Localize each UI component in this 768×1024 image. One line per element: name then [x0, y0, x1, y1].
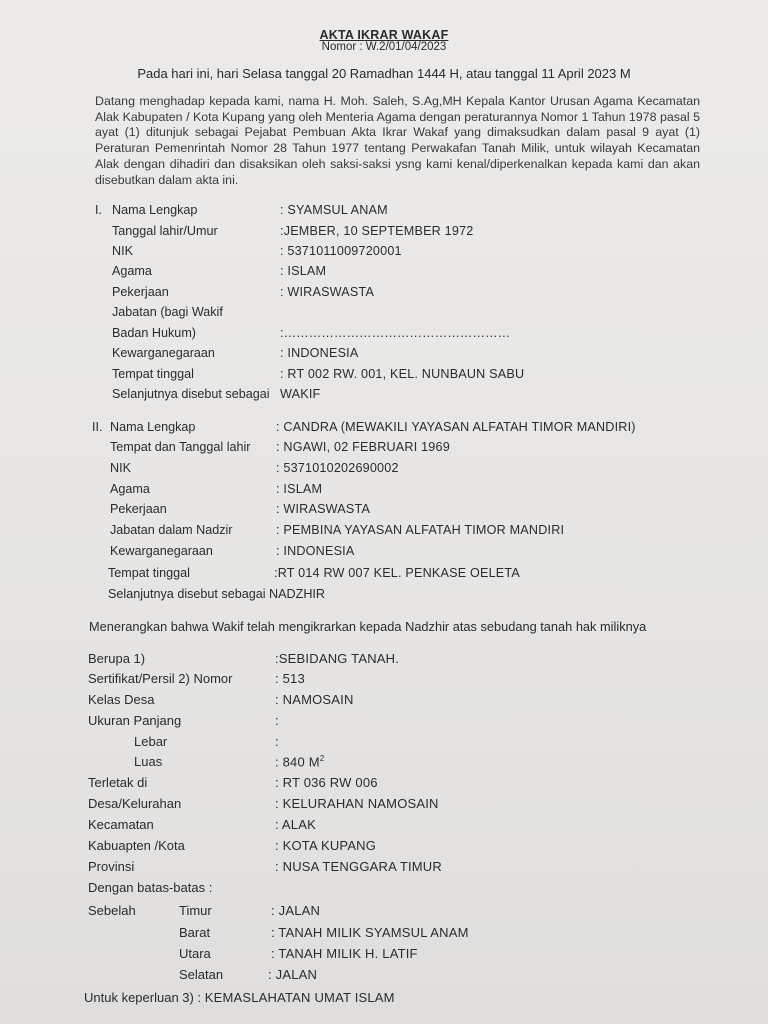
field-value: : NAMOSAIN	[275, 692, 354, 707]
field-value: : ISLAM	[280, 264, 327, 278]
field-label: Jabatan (bagi Wakif	[112, 305, 223, 319]
keperluan-line	[84, 990, 395, 1005]
field-value: : KOTA KUPANG	[275, 838, 377, 853]
field-value: : SYAMSUL ANAM	[280, 203, 388, 217]
field-value: :………………………………………………	[280, 326, 511, 340]
field-label: Kewarganegaraan	[112, 346, 215, 360]
field-value: KEMASLAHATAN UMAT ISLAM	[204, 990, 395, 1005]
field-label: Selanjutnya disebut sebagai	[112, 387, 270, 401]
field-label: Agama	[110, 482, 150, 496]
field-value: : INDONESIA	[276, 544, 355, 558]
field-label: Selatan	[179, 967, 224, 982]
field-label: Agama	[112, 264, 152, 278]
field-value: : 840 M	[275, 754, 320, 770]
field-label: Barat	[179, 925, 211, 940]
field-value: : WIRASWASTA	[276, 502, 371, 516]
intro-paragraph: Datang menghadap kepada kami, nama H. Moh. Saleh, S.Ag,MH Kepala Kantor Urusan Agama Kecamatan Alak Kabupaten / Kota Kupang yang oleh Menteria Agama dengan peraturannya Nomor 1 Tahun 1978 pasal 5 ayat (1) ditunjuk sebagai Pejabat Pembuan Akta Ikrar Wakaf yang dimaksudkan dalam pasal 9 ayat (1) Peraturan Pemenrintah Nomor 28 Tahun 1977 tentang Perwakafan Tanah Milik, untuk wilayah Kecamatan Alak dengan dihadiri dan disaksikan oleh saksi-saksi ysng kami kenal/diperkenalkan kepada kami dan akan disebutkan dalam akta ini.	[95, 94, 700, 187]
field-label: Provinsi	[88, 859, 135, 874]
field-label: Jabatan dalam Nadzir	[110, 523, 233, 537]
field-label: Sertifikat/Persil 2) Nomor	[88, 671, 233, 686]
field-label: Lebar	[134, 734, 168, 749]
field-value: : ALAK	[275, 817, 316, 832]
field-value: : JALAN	[271, 903, 321, 918]
field-label: Pekerjaan	[112, 285, 169, 299]
field-value: : RT 002 RW. 001, KEL. NUNBAUN SABU	[280, 367, 525, 381]
field-label: Nama Lengkap	[112, 203, 198, 217]
field-value: :RT 014 RW 007 KEL. PENKASE OELETA	[274, 566, 520, 580]
field-value: : TANAH MILIK H. LATIF	[271, 946, 418, 961]
field-label: Kabuapten /Kota	[88, 838, 185, 853]
field-value: : INDONESIA	[280, 346, 359, 360]
field-value: WAKIF	[280, 387, 321, 401]
field-label: NIK	[112, 244, 133, 258]
field-label: Untuk keperluan 3) :	[84, 990, 202, 1005]
field-value: : NUSA TENGGARA TIMUR	[275, 859, 442, 874]
field-label: Nama Lengkap	[110, 420, 196, 434]
field-value: : JALAN	[268, 967, 318, 982]
field-value: : 5371011009720001	[280, 244, 402, 258]
field-value: : RT 036 RW 006	[275, 775, 378, 790]
field-label: Luas	[134, 754, 163, 769]
closing-text: Selanjutnya disebut sebagai NADZHIR	[108, 587, 326, 601]
field-label: Pekerjaan	[110, 502, 167, 516]
statement-line: Menerangkan bahwa Wakif telah mengikrarkan kepada Nadzhir atas sebudang tanah hak miliknya	[89, 619, 647, 634]
field-value: : ISLAM	[276, 482, 323, 496]
field-value: : 513	[275, 671, 305, 686]
field-label: Tempat tinggal	[112, 367, 194, 381]
field-label: Badan Hukum)	[112, 326, 196, 340]
document-title: AKTA IKRAR WAKAF	[319, 28, 449, 42]
field-label: Timur	[179, 903, 212, 918]
section-ii-numeral: II.	[92, 420, 103, 434]
unit-superscript: 2	[319, 754, 325, 763]
document-number: Nomor : W.2/01/04/2023	[321, 41, 447, 53]
field-label: Kecamatan	[88, 817, 154, 832]
field-value: : CANDRA (MEWAKILI YAYASAN ALFATAH TIMOR MANDIRI)	[276, 420, 636, 434]
field-value: :	[275, 713, 279, 728]
field-label: NIK	[110, 461, 131, 475]
section-i-numeral: I.	[95, 203, 102, 217]
field-label: Dengan batas-batas :	[88, 880, 213, 895]
field-value: : 5371010202690002	[276, 461, 399, 475]
field-value: : PEMBINA YAYASAN ALFATAH TIMOR MANDIRI	[276, 523, 565, 537]
field-value: :SEBIDANG TANAH.	[275, 651, 400, 666]
field-label: Ukuran Panjang	[88, 713, 182, 728]
field-label: Tempat tinggal	[108, 566, 190, 580]
opening-line: Pada hari ini, hari Selasa tanggal 20 Ramadhan 1444 H, atau tanggal 11 April 2023 M	[137, 66, 631, 81]
field-value: : KELURAHAN NAMOSAIN	[275, 796, 439, 811]
field-label: Utara	[179, 946, 211, 961]
field-label: Berupa 1)	[88, 651, 146, 666]
field-label: Tanggal lahir/Umur	[112, 224, 218, 238]
field-value: :	[275, 734, 279, 749]
field-value: : NGAWI, 02 FEBRUARI 1969	[276, 440, 450, 454]
field-label: Terletak di	[88, 775, 148, 790]
field-label: Kewarganegaraan	[110, 544, 213, 558]
field-value: : TANAH MILIK SYAMSUL ANAM	[271, 925, 469, 940]
field-label: Tempat dan Tanggal lahir	[110, 440, 251, 454]
field-value: : WIRASWASTA	[280, 285, 375, 299]
field-value: :JEMBER, 10 SEPTEMBER 1972	[280, 224, 474, 238]
sebelah-label: Sebelah	[88, 903, 136, 918]
field-label: Kelas Desa	[88, 692, 155, 707]
field-label: Desa/Kelurahan	[88, 796, 182, 811]
